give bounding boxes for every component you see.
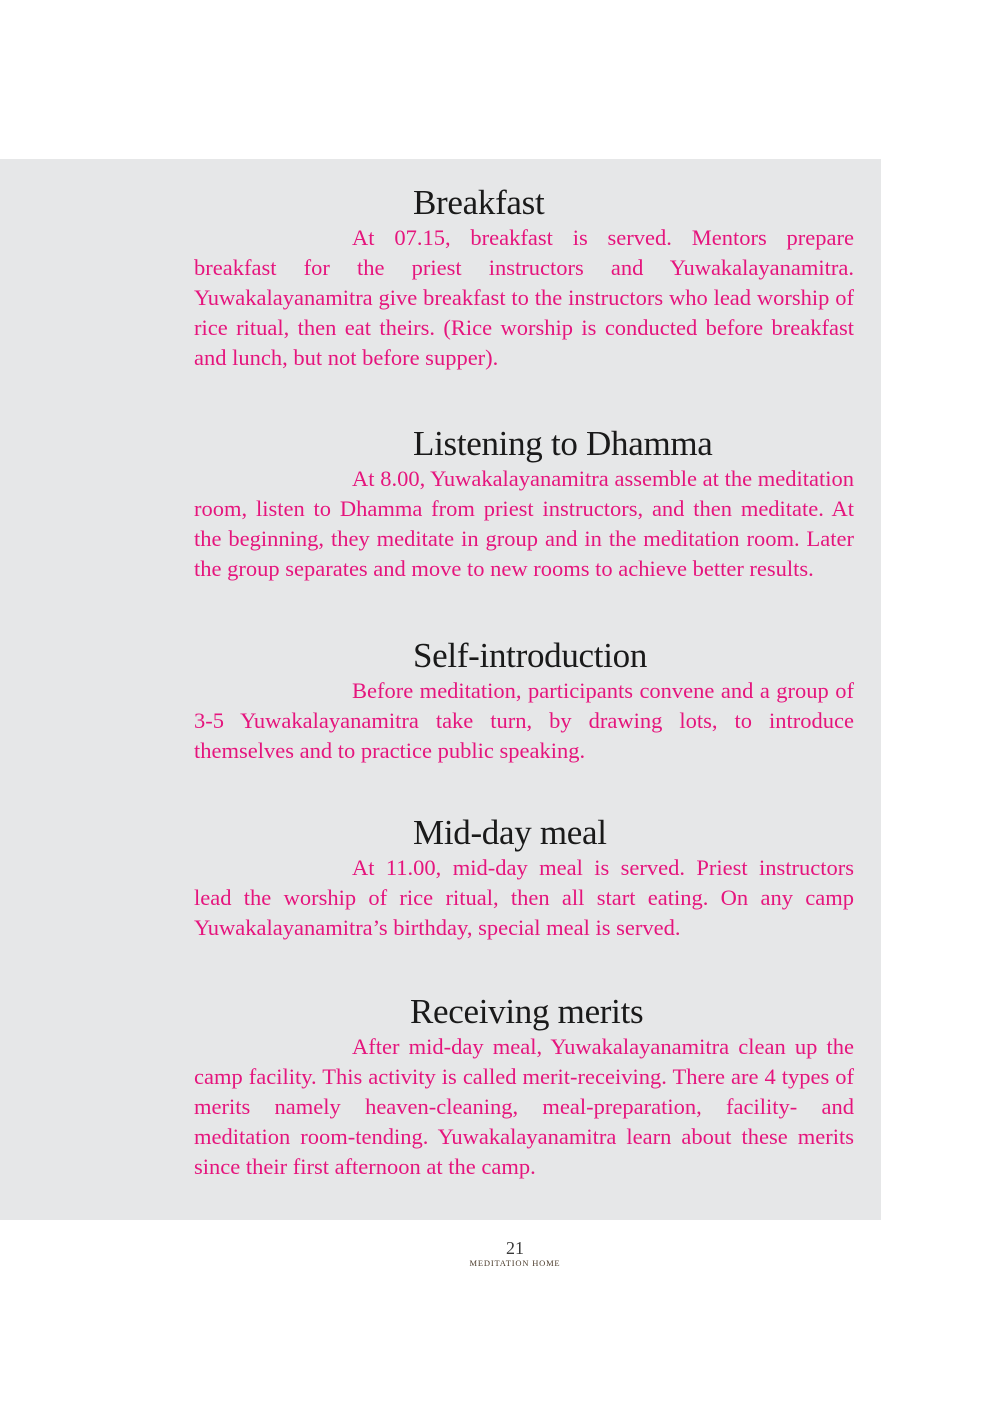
section-heading: Receiving merits — [410, 992, 644, 1031]
section-heading: Self-introduction — [413, 636, 648, 675]
page-number: 21 — [506, 1238, 524, 1258]
section-body: At 8.00, Yuwakalayanamitra assemble at the meditation room, listen to Dhamma from priest instructors, and then meditate. At the beginning, they meditate in group and in the meditation room. Later the group separates and move to new rooms to achieve better results. — [194, 466, 854, 581]
section-heading: Breakfast — [413, 183, 545, 222]
page-footer — [440, 1238, 590, 1268]
section-body: After mid-day meal, Yuwakalayanamitra clean up the camp facility. This activity is called merit-receiving. There are 4 types of merits namely heaven-cleaning, meal-preparation, facility- and meditation room-tending. Yuwakalayanamitra learn about these merits since their first afternoon at the camp. — [194, 1034, 854, 1179]
section-body: At 07.15, breakfast is served. Mentors prepare breakfast for the priest instructors and Yuwakalayanamitra. Yuwakalayanamitra give breakfast to the instructors who lead worship of rice ritual, then eat theirs. (Rice worship is conducted before breakfast and lunch, but not before supper). — [194, 225, 854, 370]
section-heading: Mid-day meal — [413, 813, 607, 852]
section-heading: Listening to Dhamma — [413, 424, 713, 463]
section-self-introduction — [194, 636, 854, 766]
footer-brand: MEDITATION HOME — [469, 1258, 561, 1268]
section-body: Before meditation, participants convene and a group of 3-5 Yuwakalayanamitra take turn, by drawing lots, to introduce themselves and to practice public speaking. — [194, 678, 854, 763]
section-body: At 11.00, mid-day meal is served. Priest instructors lead the worship of rice ritual, then all start eating. On any camp Yuwakalayanamitra’s birthday, special meal is served. — [194, 855, 854, 940]
section-receiving-merits — [194, 992, 854, 1182]
section-mid-day-meal — [194, 813, 854, 943]
section-listening-to-dhamma — [194, 424, 854, 584]
section-breakfast — [194, 183, 854, 373]
